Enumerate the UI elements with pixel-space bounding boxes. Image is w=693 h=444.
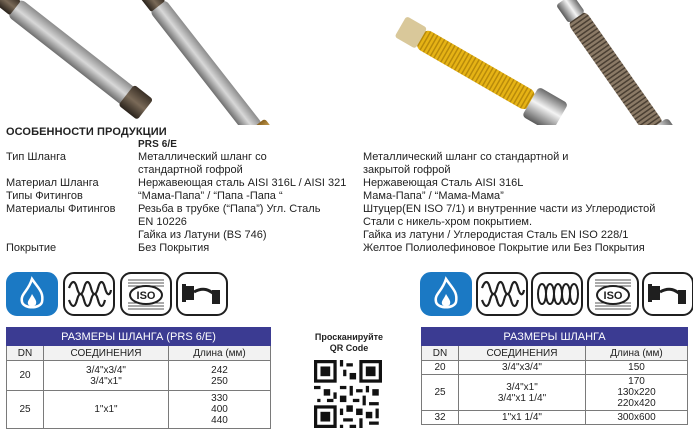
right-table-title: РАЗМЕРЫ ШЛАНГА [422, 328, 688, 346]
right-fitting-materials-3: Гайка из латуни / Углеродистая Сталь EN ISO 228/1 [363, 229, 629, 241]
left-fitting-materials-2: EN 10226 [138, 216, 187, 228]
qr-caption: Просканируйте QR Code [314, 332, 384, 353]
right-header-connections: СОЕДИНЕНИЯ [459, 346, 586, 361]
dn-cell: 32 [422, 411, 459, 425]
table-row [7, 391, 271, 429]
label-fitting-types: Типы Фитингов [6, 190, 83, 202]
right-size-table [421, 327, 688, 425]
left-header-length: Длина (мм) [169, 346, 271, 361]
connections-cell: 3/4"x3/4" [459, 361, 586, 375]
left-fitting-types: “Мама-Папа” / “Папа -Папа “ [138, 190, 283, 202]
label-hose-material: Материал Шланга [6, 177, 99, 189]
table-row [7, 361, 271, 391]
left-fitting-materials-3: Гайка из Латуни (BS 746) [138, 229, 267, 241]
label-hose-type: Тип Шланга [6, 151, 66, 163]
right-hose-type-1: Металлический шланг со стандартной и [363, 151, 569, 163]
gas-flame-icon [420, 272, 472, 316]
iso-hose-icon [587, 272, 639, 316]
table-row [422, 361, 688, 375]
table-row [422, 375, 688, 411]
left-header-dn: DN [7, 346, 44, 361]
braided-hose-2 [132, 0, 281, 125]
length-cell: 242 250 [169, 361, 271, 391]
model-name: PRS 6/E [138, 139, 178, 150]
connections-cell: 3/4"x3/4" 3/4"x1" [44, 361, 169, 391]
product-photo-braided-hoses [0, 0, 300, 125]
label-coating: Покрытие [6, 242, 57, 254]
table-row [422, 411, 688, 425]
length-cell: 170 130x220 220x420 [586, 375, 688, 411]
right-hose-material: Нержавеющая Сталь AISI 316L [363, 177, 524, 189]
right-fitting-materials-1: Штуцер(EN ISO 7/1) и внутренние части из Углеродистой [363, 203, 656, 215]
label-fitting-materials: Материалы Фитингов [6, 203, 116, 215]
right-header-dn: DN [422, 346, 459, 361]
left-table-title: РАЗМЕРЫ ШЛАНГА (PRS 6/E) [7, 328, 271, 346]
left-coating: Без Покрытия [138, 242, 210, 254]
length-cell: 150 [586, 361, 688, 375]
connections-cell: 3/4"x1" 3/4"x1 1/4" [459, 375, 586, 411]
length-cell: 330 400 440 [169, 391, 271, 429]
svg-text:ISO: ISO [136, 290, 156, 302]
dn-cell: 25 [7, 391, 44, 429]
closed-corrugation-icon [531, 272, 583, 316]
connector-icon [642, 272, 693, 316]
right-fitting-types: Мама-Папа” / “Мама-Мама” [363, 190, 504, 202]
corrugation-icon [63, 272, 115, 316]
length-cell: 300x600 [586, 411, 688, 425]
connector-icon [176, 272, 228, 316]
yellow-corrugated-hose [392, 12, 568, 125]
left-hose-type-2: стандартной гофрой [138, 164, 243, 176]
left-hose-material: Нержавеющая сталь AISI 316L / AISI 321 [138, 177, 347, 189]
product-photo-corrugated-hoses [380, 0, 693, 125]
connections-cell: 1"x1 1/4" [459, 411, 586, 425]
svg-text:ISO: ISO [603, 290, 623, 302]
qr-code[interactable] [314, 360, 382, 428]
right-hose-type-2: закрытой гофрой [363, 164, 451, 176]
left-header-connections: СОЕДИНЕНИЯ [44, 346, 169, 361]
connections-cell: 1"x1" [44, 391, 169, 429]
left-hose-type-1: Металлический шланг со [138, 151, 267, 163]
dn-cell: 20 [7, 361, 44, 391]
dn-cell: 20 [422, 361, 459, 375]
iso-hose-icon [120, 272, 172, 316]
left-fitting-materials-1: Резьба в трубке (“Папа”) Угл. Сталь [138, 203, 321, 215]
right-coating: Желтое Полиолефиновое Покрытие или Без Покрытия [363, 242, 645, 254]
corrugation-icon [476, 272, 528, 316]
braided-hose-1 [0, 0, 153, 120]
right-fitting-materials-2: Стали с никель-хром покрытием. [363, 216, 533, 228]
section-title: ОСОБЕННОСТИ ПРОДУКЦИИ [6, 126, 167, 138]
right-header-length: Длина (мм) [586, 346, 688, 361]
gas-flame-icon [6, 272, 58, 316]
steel-corrugated-hose [550, 0, 687, 125]
dn-cell: 25 [422, 375, 459, 411]
left-size-table [6, 327, 271, 429]
